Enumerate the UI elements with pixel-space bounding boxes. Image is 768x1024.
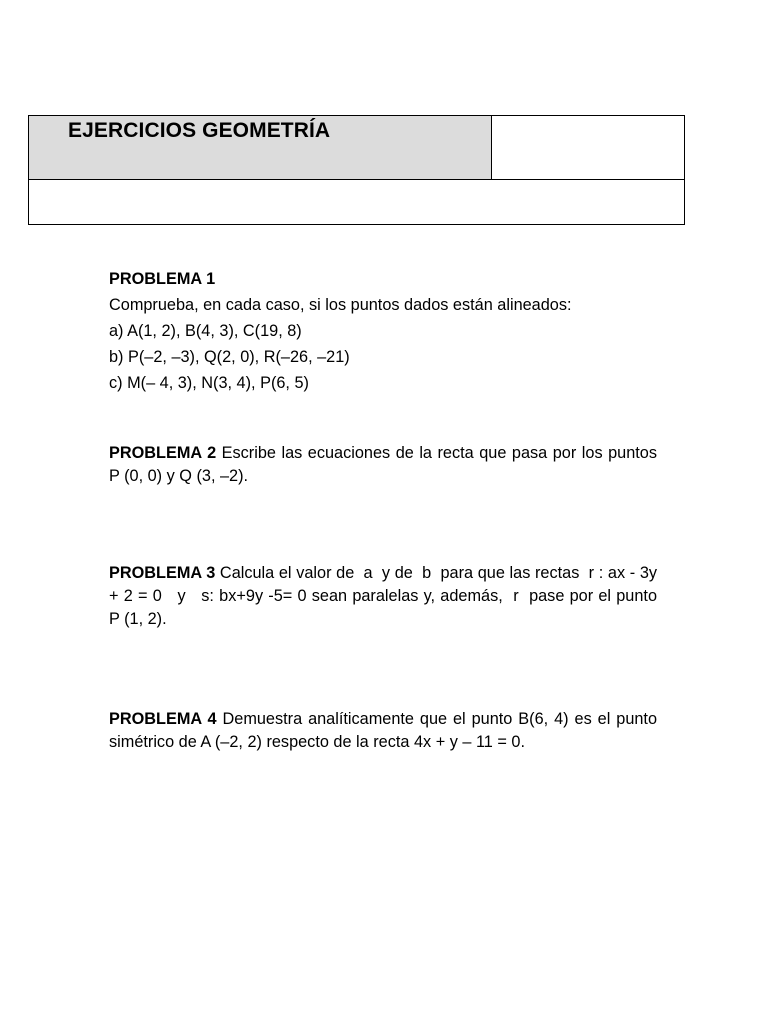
header-bottom-cell <box>29 180 684 224</box>
problem-2-text: Escribe las ecuaciones de la recta que pasa por los puntos P (0, 0) y Q (3, –2). <box>109 444 658 485</box>
problem-1-statement: Comprueba, en cada caso, si los puntos dados están alineados: <box>109 296 572 314</box>
problem-4-label: PROBLEMA 4 <box>109 710 217 728</box>
problem-1-item-a: a) A(1, 2), B(4, 3), C(19, 8) <box>109 322 302 340</box>
problem-1-item-b: b) P(–2, –3), Q(2, 0), R(–26, –21) <box>109 348 350 366</box>
problem-1-label: PROBLEMA 1 <box>109 270 216 288</box>
document-title: EJERCICIOS GEOMETRÍA <box>68 119 331 142</box>
header-empty-cell <box>492 116 684 180</box>
problem-3-text: Calcula el valor de a y de b para que las rectas r : ax - 3y + 2 = 0 y s: bx+9y -5= 0 sean paralelas y, además, r pase por el punto P (1, 2). <box>109 564 667 628</box>
problem-1 <box>109 266 657 396</box>
header-table <box>28 115 685 225</box>
problem-3 <box>109 562 667 631</box>
header-title-cell <box>29 116 492 180</box>
problem-4-text: Demuestra analíticamente que el punto B(6, 4) es el punto simétrico de A (–2, 2) respecto de la recta 4x + y – 11 = 0. <box>109 710 658 751</box>
problem-2 <box>109 442 657 488</box>
problem-2-label: PROBLEMA 2 <box>109 444 217 462</box>
problem-1-item-c: c) M(– 4, 3), N(3, 4), P(6, 5) <box>109 374 309 392</box>
problem-3-label: PROBLEMA 3 <box>109 564 216 582</box>
problem-4 <box>109 708 657 754</box>
